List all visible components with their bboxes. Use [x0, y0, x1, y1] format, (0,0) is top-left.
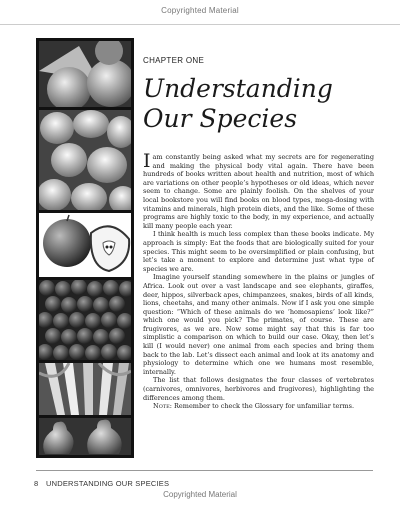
photo-strip — [36, 38, 134, 458]
paragraph-1-text: am constantly being asked what my secrets are for regenerating and making the physical body vital again. There have been hundreds of books written about health and nutrition, most of which are variations on other people’s hypotheses or old ideas, which never seem to change. Some are plainly foolish. On the shelves of your local bookstore you will find books on blood types, mega-dosing with vitamins and minerals, high protein diets, and the like. Some of these programs are highly toxic to the body, in my experience, and actually kill many people each year. — [143, 153, 374, 230]
header-divider — [0, 24, 400, 25]
running-head: UNDERSTANDING OUR SPECIES — [46, 479, 170, 488]
paragraph-4: The list that follows designates the four classes of vertebrates (carnivores, omnivores, herbivores and frugivores), highlighting the differences among them. — [143, 376, 374, 402]
paragraph-3: Imagine yourself standing somewhere in the plains or jungles of Africa. Look out over a vast landscape and see elephants, giraffes, deer, hippos, silverback apes, chimpanzees, snakes, birds of all kinds, lions, cheetahs, and many other animals. Now if I ask you one simple question: “Which of these animals do we ‘homosapiens’ look like?” which one would you pick? The primates, of course. These are frugivores, as we are. Now some might say that this is far too simplistic a comparison on which to build our case. Okay, then let’s kill (I would never) one animal from each species and bring them back to the lab. Let’s dissect each animal and look at its anatomy and physiology to determine which one we humans most resemble, internally. — [143, 273, 374, 376]
melons-photo — [39, 41, 131, 107]
chapter-title-line-1: Understanding — [143, 74, 333, 103]
berries-photo — [39, 280, 131, 360]
copyright-banner-bottom: Copyrighted Material — [163, 490, 237, 499]
chapter-title-line-2: Our Species — [143, 104, 298, 133]
chapter-label: CHAPTER ONE — [143, 56, 205, 65]
note-text: Remember to check the Glossary for unfamiliar terms. — [171, 402, 355, 411]
paragraph-1 — [143, 150, 374, 230]
leeks-photo — [39, 363, 131, 415]
garlic-photo — [39, 110, 131, 210]
note-label: Note: — [153, 402, 172, 411]
body-text — [143, 150, 374, 411]
pears-photo — [39, 418, 131, 455]
paragraph-2: I think health is much less complex than these books indicate. My approach is simply: Eat the foods that are biologically suited for your species. This might seem to be oversimplified or plain confusing, but let’s take a moment to explore and determine just what type of species we are. — [143, 230, 374, 273]
copyright-banner-top: Copyrighted Material — [161, 6, 239, 15]
footer-divider — [36, 470, 373, 471]
note-paragraph — [143, 402, 374, 411]
chapter-title — [143, 74, 373, 134]
apples-photo — [39, 213, 131, 277]
drop-cap: I — [143, 150, 151, 172]
page-number: 8 — [34, 479, 39, 488]
